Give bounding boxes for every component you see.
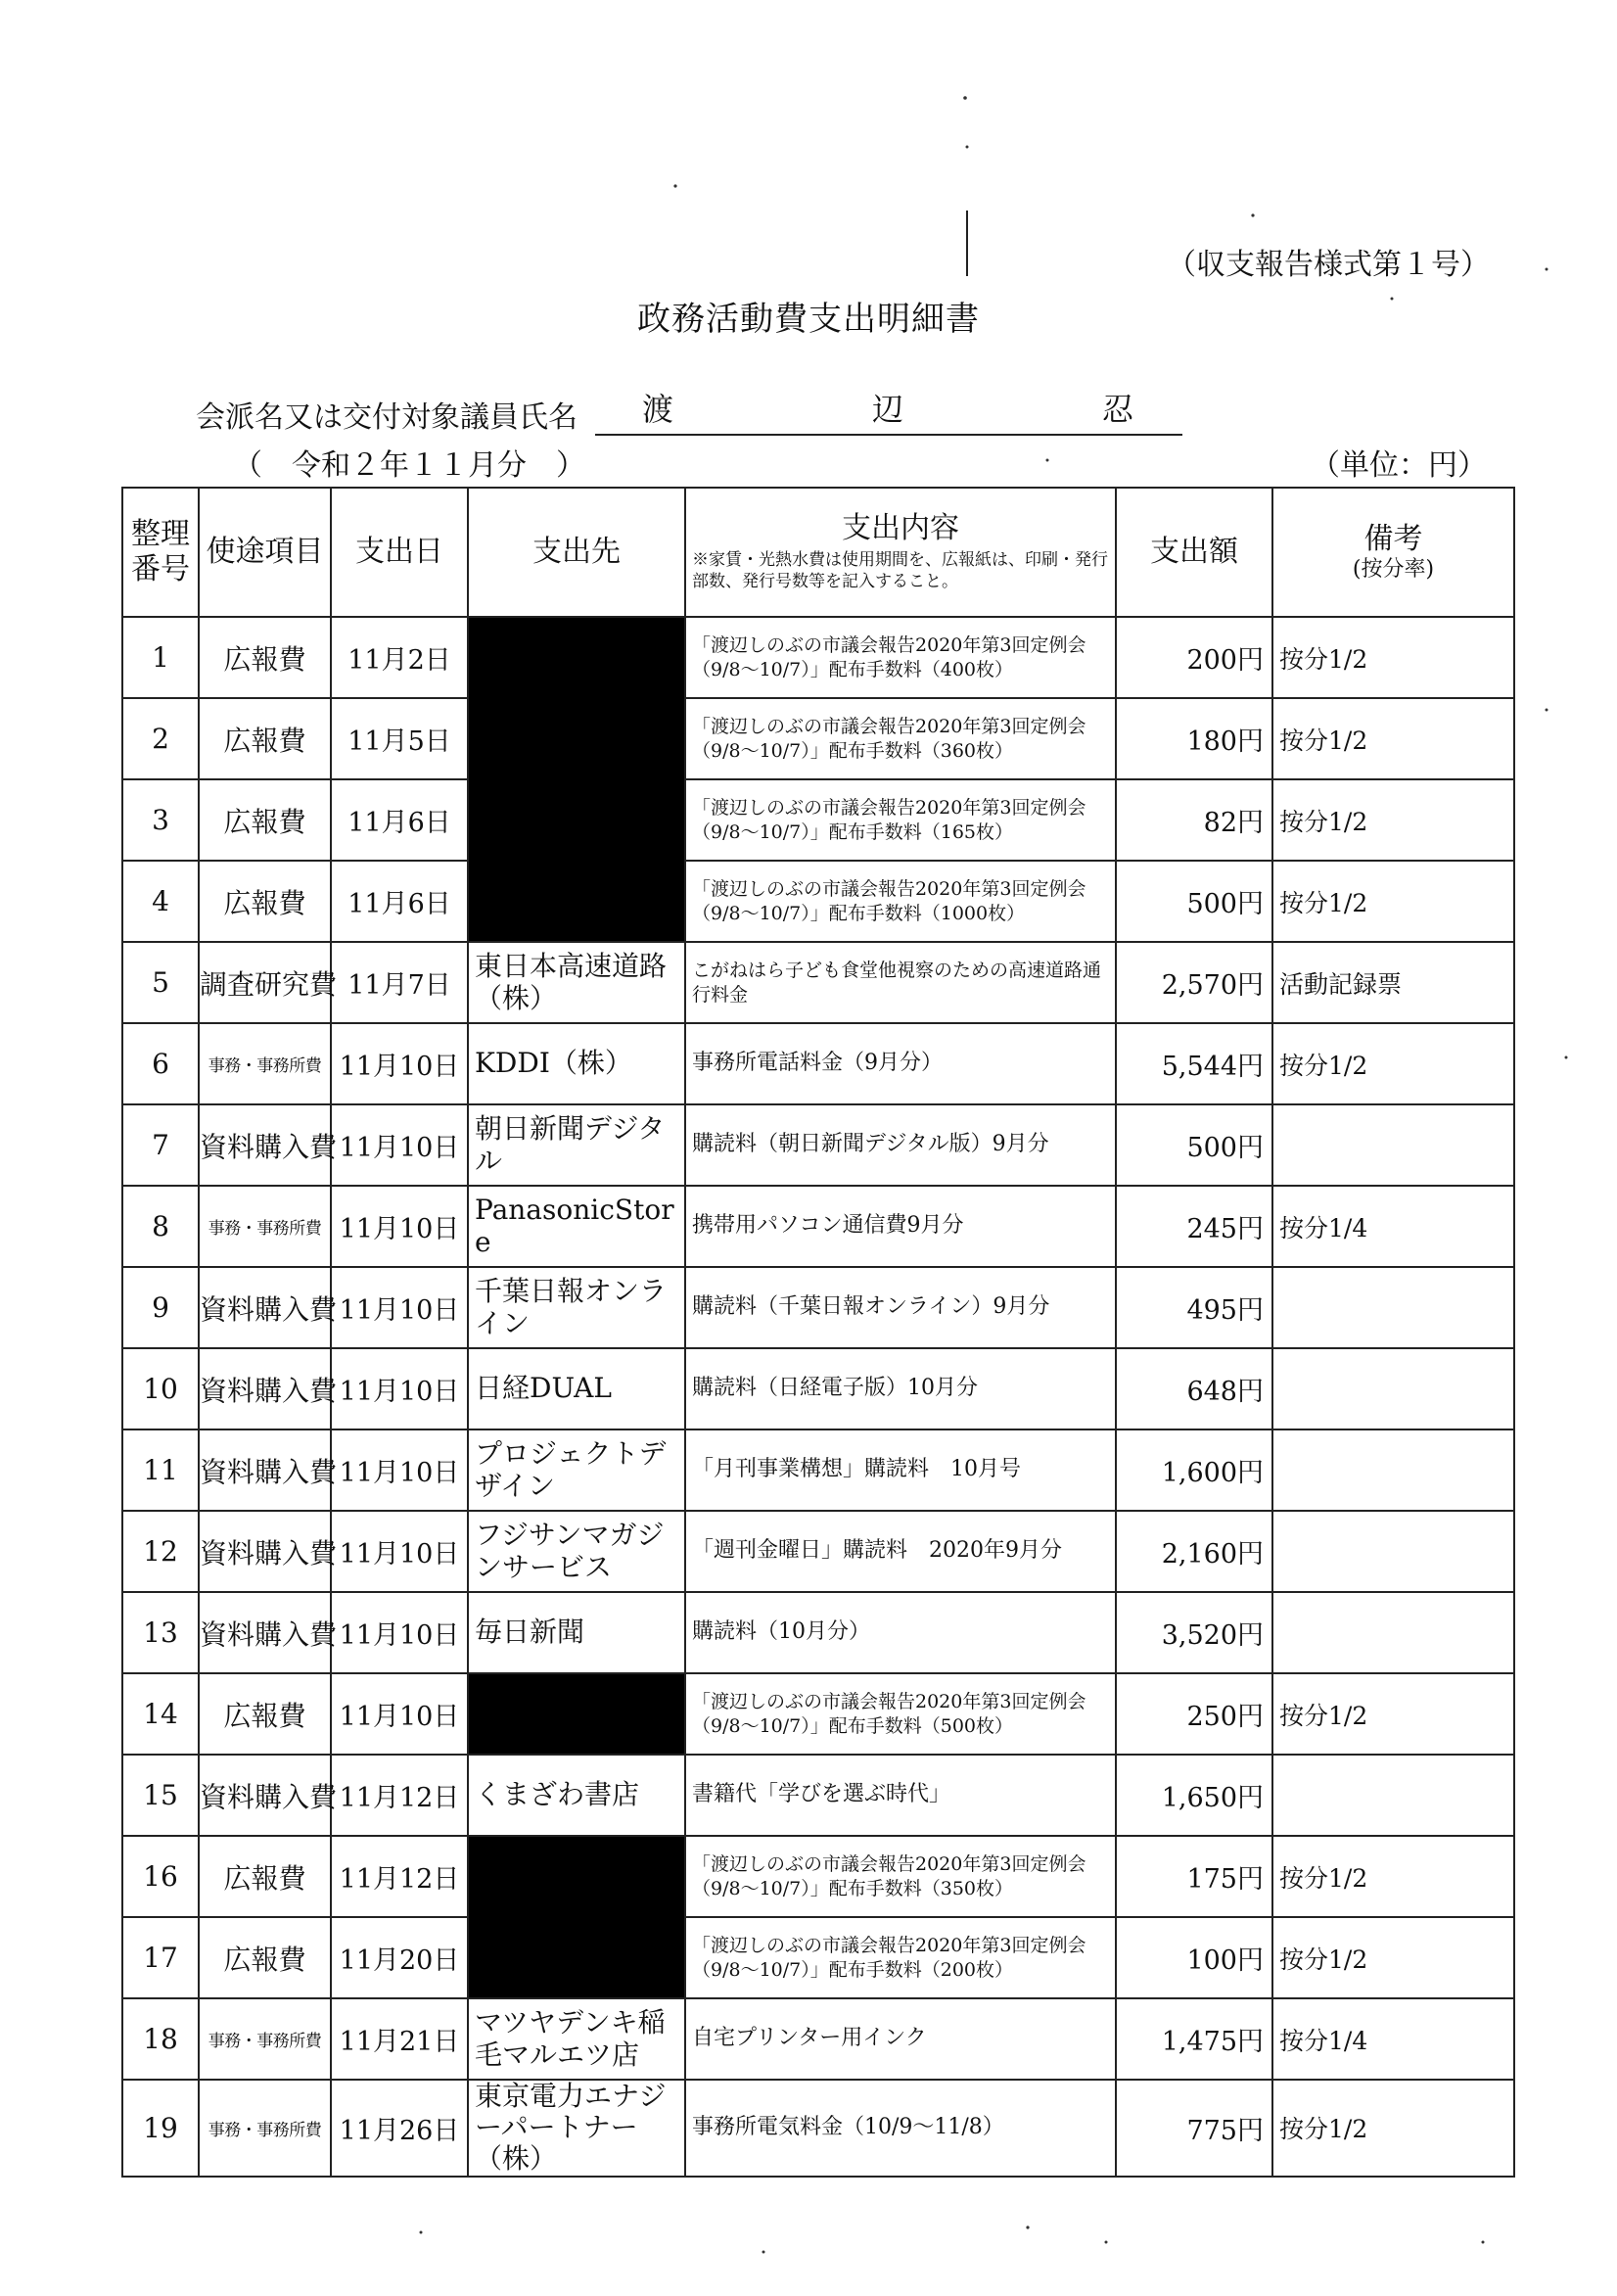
row-note: 按分1/2 (1272, 861, 1514, 942)
table-row (122, 1348, 1514, 1429)
row-number: 12 (122, 1511, 199, 1592)
table-row (122, 942, 1514, 1023)
table-row (122, 617, 1514, 698)
speck (1546, 709, 1548, 712)
row-number: 9 (122, 1267, 199, 1348)
member-name-part: 辺 (871, 391, 903, 428)
row-date: 11月10日 (331, 1267, 468, 1348)
row-detail: 購読料（千葉日報オンライン）9月分 (685, 1267, 1116, 1348)
speck (1546, 268, 1548, 271)
row-amount: 648円 (1116, 1348, 1272, 1429)
row-date: 11月12日 (331, 1755, 468, 1836)
row-number: 7 (122, 1104, 199, 1186)
speck (1046, 459, 1049, 462)
row-number: 17 (122, 1917, 199, 1998)
speck (762, 2251, 765, 2254)
speck (966, 146, 969, 149)
form-number: （収支報告様式第１号） (1167, 248, 1490, 282)
row-amount: 495円 (1116, 1267, 1272, 1348)
col-header-note (1272, 488, 1514, 617)
row-number: 1 (122, 617, 199, 698)
row-note: 按分1/2 (1272, 698, 1514, 779)
row-note (1272, 1348, 1514, 1429)
row-note (1272, 1511, 1514, 1592)
row-category: 広報費 (199, 1836, 331, 1917)
row-note (1272, 1429, 1514, 1511)
row-amount: 2,160円 (1116, 1511, 1272, 1592)
table-row (122, 861, 1514, 942)
row-amount: 180円 (1116, 698, 1272, 779)
row-date: 11月10日 (331, 1023, 468, 1104)
row-category: 広報費 (199, 698, 331, 779)
row-number: 13 (122, 1592, 199, 1673)
row-category: 資料購入費 (199, 1267, 331, 1348)
row-category: 広報費 (199, 861, 331, 942)
row-note (1272, 1104, 1514, 1186)
row-detail: こがねはら子ども食堂他視察のための高速道路通行料金 (685, 942, 1116, 1023)
row-amount: 1,475円 (1116, 1998, 1272, 2080)
row-date: 11月10日 (331, 1673, 468, 1755)
row-date: 11月5日 (331, 698, 468, 779)
row-category: 資料購入費 (199, 1429, 331, 1511)
row-detail: 「渡辺しのぶの市議会報告2020年第3回定例会（9/8～10/7）」配布手数料（350枚） (685, 1836, 1116, 1917)
speck (1482, 2241, 1485, 2244)
row-note: 按分1/2 (1272, 617, 1514, 698)
row-payee: 日経DUAL (468, 1348, 685, 1429)
row-note: 活動記録票 (1272, 942, 1514, 1023)
row-payee: 朝日新聞デジタル (468, 1104, 685, 1186)
speck (1251, 213, 1254, 216)
row-detail: 「渡辺しのぶの市議会報告2020年第3回定例会（9/8～10/7）」配布手数料（200枚） (685, 1917, 1116, 1998)
row-amount: 100円 (1116, 1917, 1272, 1998)
row-number: 10 (122, 1348, 199, 1429)
row-category: 広報費 (199, 1917, 331, 1998)
table-row (122, 698, 1514, 779)
row-payee-redacted (468, 1836, 685, 1998)
row-detail: 自宅プリンター用インク (685, 1998, 1116, 2080)
row-date: 11月2日 (331, 617, 468, 698)
speck (963, 96, 967, 100)
row-payee: プロジェクトデザイン (468, 1429, 685, 1511)
row-amount: 200円 (1116, 617, 1272, 698)
row-payee: 千葉日報オンライン (468, 1267, 685, 1348)
speck (673, 184, 676, 187)
table-row (122, 1592, 1514, 1673)
detail-header-label: 支出内容 (842, 510, 959, 545)
table-row (122, 1755, 1514, 1836)
row-category: 事務・事務所費 (199, 2080, 331, 2177)
speck (420, 2231, 423, 2234)
unit-label: （単位：円） (1311, 448, 1487, 483)
member-name-part: 忍 (1101, 391, 1133, 428)
row-detail: 購読料（10月分） (685, 1592, 1116, 1673)
row-number: 8 (122, 1186, 199, 1267)
row-number: 19 (122, 2080, 199, 2177)
row-amount: 175円 (1116, 1836, 1272, 1917)
col-header-detail (685, 488, 1116, 617)
row-payee: フジサンマガジンサービス (468, 1511, 685, 1592)
table-row (122, 1267, 1514, 1348)
row-number: 16 (122, 1836, 199, 1917)
row-payee: 東日本高速道路（株） (468, 942, 685, 1023)
row-category: 資料購入費 (199, 1511, 331, 1592)
row-note: 按分1/2 (1272, 1023, 1514, 1104)
row-number: 5 (122, 942, 199, 1023)
row-detail: 購読料（朝日新聞デジタル版）9月分 (685, 1104, 1116, 1186)
row-date: 11月7日 (331, 942, 468, 1023)
table-row (122, 1836, 1514, 1917)
row-amount: 1,600円 (1116, 1429, 1272, 1511)
table-body (122, 617, 1514, 2177)
row-detail: 事務所電気料金（10/9～11/8） (685, 2080, 1116, 2177)
row-note: 按分1/2 (1272, 1673, 1514, 1755)
row-payee: KDDI（株） (468, 1023, 685, 1104)
col-header-amount: 支出額 (1116, 488, 1272, 617)
row-category: 事務・事務所費 (199, 1186, 331, 1267)
row-payee: マツヤデンキ稲毛マルエツ店 (468, 1998, 685, 2080)
row-amount: 82円 (1116, 779, 1272, 861)
row-detail: 「渡辺しのぶの市議会報告2020年第3回定例会（9/8～10/7）」配布手数料（500枚） (685, 1673, 1116, 1755)
row-detail: 書籍代「学びを選ぶ時代」 (685, 1755, 1116, 1836)
speck (1105, 2241, 1108, 2244)
row-detail: 「渡辺しのぶの市議会報告2020年第3回定例会（9/8～10/7）」配布手数料（165枚） (685, 779, 1116, 861)
row-date: 11月21日 (331, 1998, 468, 2080)
row-date: 11月20日 (331, 1917, 468, 1998)
row-date: 11月10日 (331, 1104, 468, 1186)
row-date: 11月10日 (331, 1592, 468, 1673)
row-date: 11月6日 (331, 861, 468, 942)
table-row (122, 1429, 1514, 1511)
row-detail: 「渡辺しのぶの市議会報告2020年第3回定例会（9/8～10/7）」配布手数料（1000枚） (685, 861, 1116, 942)
table-row (122, 1186, 1514, 1267)
row-amount: 500円 (1116, 861, 1272, 942)
row-payee-redacted (468, 1673, 685, 1755)
row-category: 資料購入費 (199, 1348, 331, 1429)
col-header-category: 使途項目 (199, 488, 331, 617)
note-header-label: 備考 (1363, 522, 1423, 557)
member-name-line (595, 385, 1182, 436)
speck (1026, 2226, 1029, 2228)
row-note (1272, 1755, 1514, 1836)
table-row (122, 1998, 1514, 2080)
row-date: 11月6日 (331, 779, 468, 861)
member-label: 会派名又は交付対象議員氏名 (196, 400, 578, 435)
row-number: 2 (122, 698, 199, 779)
row-detail: 「渡辺しのぶの市議会報告2020年第3回定例会（9/8～10/7）」配布手数料（400枚） (685, 617, 1116, 698)
row-number: 6 (122, 1023, 199, 1104)
row-note (1272, 1592, 1514, 1673)
table-row (122, 1511, 1514, 1592)
row-category: 広報費 (199, 1673, 331, 1755)
row-date: 11月10日 (331, 1511, 468, 1592)
row-number: 11 (122, 1429, 199, 1511)
row-note: 按分1/2 (1272, 779, 1514, 861)
detail-header-note: ※家賃・光熱水費は使用期間を、広報紙は、印刷・発行部数、発行号数等を記入すること。 (692, 550, 1108, 592)
row-category: 資料購入費 (199, 1104, 331, 1186)
speck (1565, 1056, 1568, 1059)
row-note: 按分1/2 (1272, 1836, 1514, 1917)
period-label: （ 令和２年１１月分 ） (233, 448, 585, 483)
row-date: 11月10日 (331, 1186, 468, 1267)
row-payee-redacted (468, 617, 685, 942)
row-number: 3 (122, 779, 199, 861)
row-category: 資料購入費 (199, 1755, 331, 1836)
row-detail: 購読料（日経電子版）10月分 (685, 1348, 1116, 1429)
expense-table (121, 487, 1515, 2178)
row-date: 11月10日 (331, 1429, 468, 1511)
row-date: 11月26日 (331, 2080, 468, 2177)
row-category: 広報費 (199, 779, 331, 861)
row-detail: 「月刊事業構想」購読料 10月号 (685, 1429, 1116, 1511)
col-header-no: 整理番号 (122, 488, 199, 617)
row-amount: 5,544円 (1116, 1023, 1272, 1104)
row-number: 18 (122, 1998, 199, 2080)
member-name-row (196, 385, 1182, 436)
table-row (122, 1673, 1514, 1755)
row-note: 按分1/4 (1272, 1998, 1514, 2080)
row-number: 14 (122, 1673, 199, 1755)
row-category: 資料購入費 (199, 1592, 331, 1673)
row-category: 調査研究費 (199, 942, 331, 1023)
row-amount: 775円 (1116, 2080, 1272, 2177)
row-note (1272, 1267, 1514, 1348)
table-row (122, 1917, 1514, 1998)
row-note: 按分1/4 (1272, 1186, 1514, 1267)
row-date: 11月10日 (331, 1348, 468, 1429)
row-payee: PanasonicStore (468, 1186, 685, 1267)
row-detail: 「渡辺しのぶの市議会報告2020年第3回定例会（9/8～10/7）」配布手数料（360枚） (685, 698, 1116, 779)
row-payee: 毎日新聞 (468, 1592, 685, 1673)
row-amount: 500円 (1116, 1104, 1272, 1186)
row-category: 広報費 (199, 617, 331, 698)
row-amount: 245円 (1116, 1186, 1272, 1267)
row-payee: 東京電力エナジーパートナー（株） (468, 2080, 685, 2177)
row-amount: 1,650円 (1116, 1755, 1272, 1836)
row-note: 按分1/2 (1272, 2080, 1514, 2177)
col-header-date: 支出日 (331, 488, 468, 617)
table-row (122, 1023, 1514, 1104)
row-number: 4 (122, 861, 199, 942)
table-row (122, 779, 1514, 861)
row-detail: 事務所電話料金（9月分） (685, 1023, 1116, 1104)
row-date: 11月12日 (331, 1836, 468, 1917)
row-amount: 250円 (1116, 1673, 1272, 1755)
row-note: 按分1/2 (1272, 1917, 1514, 1998)
note-header-sub: (按分率) (1352, 556, 1435, 582)
row-amount: 3,520円 (1116, 1592, 1272, 1673)
row-amount: 2,570円 (1116, 942, 1272, 1023)
row-detail: 携帯用パソコン通信費9月分 (685, 1186, 1116, 1267)
table-row (122, 1104, 1514, 1186)
row-category: 事務・事務所費 (199, 1998, 331, 2080)
col-header-payee: 支出先 (468, 488, 685, 617)
row-category: 事務・事務所費 (199, 1023, 331, 1104)
table-row (122, 2080, 1514, 2177)
document-title: 政務活動費支出明細書 (637, 300, 980, 339)
row-payee: くまざわ書店 (468, 1755, 685, 1836)
member-name-part: 渡 (642, 391, 674, 428)
row-number: 15 (122, 1755, 199, 1836)
table-header-row (122, 488, 1514, 617)
row-detail: 「週刊金曜日」購読料 2020年9月分 (685, 1511, 1116, 1592)
